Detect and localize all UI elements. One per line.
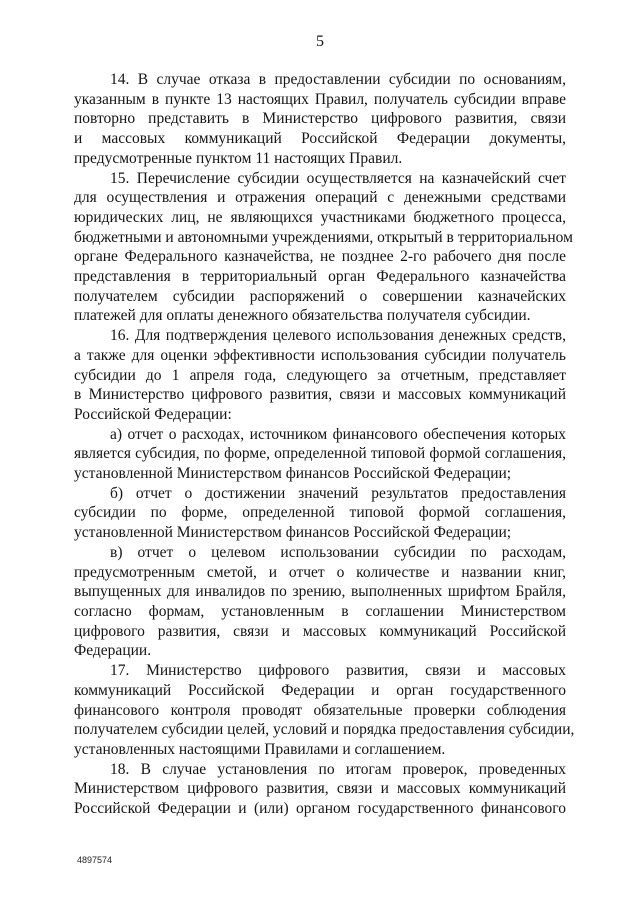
subparagraph-16-a: [74, 425, 566, 484]
text-line: 14. В случае отказа в предоставлении субсидии по основаниям,: [110, 71, 566, 88]
paragraph-18: [74, 760, 566, 819]
text-line: получателем субсидии целей, условий и порядка предоставления субсидии,: [74, 721, 575, 739]
text-line: Российской Федерации:: [74, 405, 232, 423]
text-line: предусмотренные пунктом 11 настоящих Правил.: [74, 149, 403, 167]
text-line: установленной Министерством финансов Российской Федерации;: [74, 524, 512, 542]
text-line: указанным в пункте 13 настоящих Правил, получатель субсидии вправе: [74, 90, 566, 108]
text-line: повторно представить в Министерство цифрового развития, связи: [74, 110, 566, 128]
text-line: и массовых коммуникаций Российской Федерации документы,: [74, 130, 566, 148]
text-line: а) отчет о расходах, источником финансового обеспечения которых: [110, 425, 566, 443]
paragraph-14: [74, 70, 566, 169]
text-line: получателем субсидии распоряжений о совершении казначейских: [74, 287, 566, 305]
text-line: юридических лиц, не являющихся участниками бюджетного процесса,: [74, 208, 566, 226]
subparagraph-16-b: [74, 484, 566, 543]
text-line: б) отчет о достижении значений результатов предоставления: [110, 484, 566, 502]
body-text: [74, 70, 575, 819]
text-line: выпущенных для инвалидов по зрению, выполненных шрифтом Брайля,: [74, 583, 566, 601]
page-number: 5: [316, 33, 324, 50]
text-line: субсидии по форме, определенной типовой формой соглашения,: [74, 504, 566, 522]
text-line: а также для оценки эффективности использования субсидии получатель: [74, 346, 566, 364]
paragraph-15: [74, 169, 573, 327]
text-line: согласно формам, установленным в соглашении Министерством: [74, 602, 566, 620]
text-line: органе Федерального казначейства, не позднее 2-го рабочего дня после: [74, 248, 566, 266]
text-line: платежей для оплаты денежного обязательства получателя субсидии.: [74, 307, 531, 325]
document-code: 4897574: [77, 855, 113, 865]
paragraph-16: [74, 326, 566, 425]
text-line: Федерации.: [74, 642, 152, 660]
text-line: Министерством цифрового развития, связи и массовых коммуникаций: [74, 780, 566, 798]
text-line: установленной Министерством финансов Российской Федерации;: [74, 465, 512, 483]
text-line: установленных настоящими Правилами и соглашением.: [74, 740, 446, 758]
text-line: Российской Федерации и (или) органом государственного финансового: [74, 800, 566, 818]
text-line: в) отчет о целевом использовании субсидии по расходам,: [110, 543, 566, 561]
text-line: субсидии до 1 апреля года, следующего за отчетным, представляет: [74, 366, 566, 384]
text-line: для осуществления и отражения операций с денежными средствами: [74, 189, 566, 207]
text-line: 16. Для подтверждения целевого использования денежных средств,: [110, 327, 566, 345]
text-line: бюджетными и автономными учреждениями, открытый в территориальном: [74, 228, 573, 246]
text-line: предусмотренным сметой, и отчет о количестве и названии книг,: [74, 563, 566, 581]
text-line: в Министерство цифрового развития, связи и массовых коммуникаций: [74, 386, 566, 404]
subparagraph-16-c: [74, 543, 566, 661]
text-line: коммуникаций Российской Федерации и орган государственного: [74, 681, 566, 699]
text-line: финансового контроля проводят обязательные проверки соблюдения: [74, 701, 566, 719]
text-line: 15. Перечисление субсидии осуществляется на казначейский счет: [110, 169, 566, 187]
text-line: 18. В случае установления по итогам проверок, проведенных: [110, 760, 566, 778]
text-line: 17. Министерство цифрового развития, связи и массовых: [110, 662, 566, 680]
text-line: является субсидия, по форме, определенной типовой формой соглашения,: [74, 445, 566, 463]
text-line: цифрового развития, связи и массовых коммуникаций Российской: [74, 622, 566, 640]
text-line: представления в территориальный орган Федерального казначейства: [74, 268, 566, 286]
paragraph-17: [74, 661, 575, 760]
